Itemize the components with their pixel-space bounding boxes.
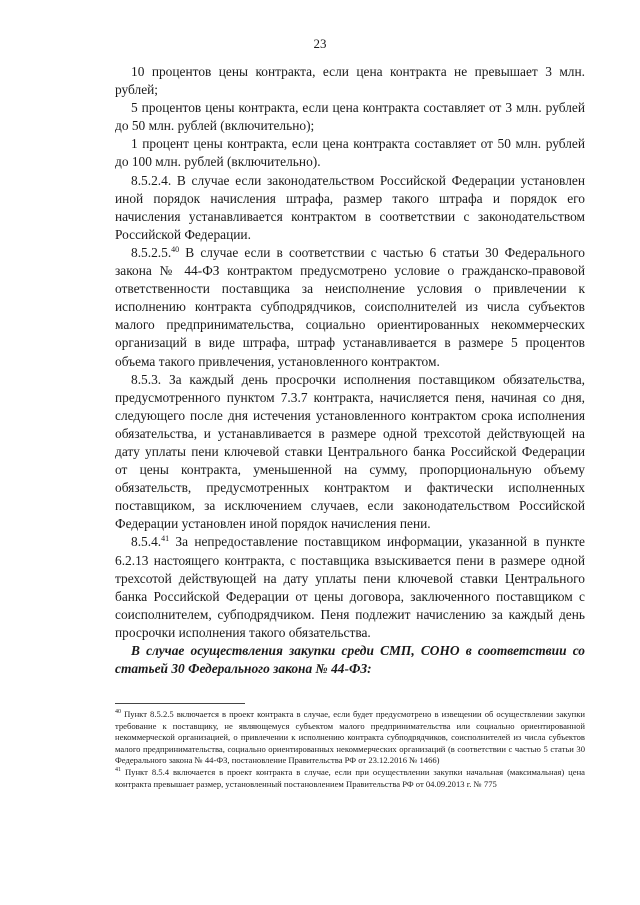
footnote-text: Пункт 8.5.2.5 включается в проект контракта в случае, если будет предусмотрено в извещении об осуществлении закупки требование к поставщику, не являющемуся субъектом малого предпринимательства или социально ориентированной некоммерческой организацией, о привлечении к исполнению контракта субподрядчиков, соисполнителей из числа субъектов малого предпринимательства, социально ориентированных некоммерческих организаций (в соответствии с частью 5 статьи 30 Федерального закона № 44-ФЗ, постановление Правительства РФ от 23.12.2016 № 1466): [115, 709, 585, 766]
paragraph-penalty-1-percent: 1 процент цены контракта, если цена контракта составляет от 50 млн. рублей до 100 млн. рублей (включительно).: [115, 136, 585, 170]
footnote-40: [115, 709, 585, 767]
clause-text: В случае если в соответствии с частью 6 статьи 30 Федерального закона № 44-ФЗ контрактом предусмотрено условие о гражданско-правовой ответственности поставщика за неисполнение условия о привлечении к исполнению контракта субподрядчиков, соисполнителей из числа субъектов малого предпринимательства, социально ориентированных некоммерческих организаций в виде штрафа, штраф устанавливается в размере 5 процентов объема такого привлечения, установленного контрактом.: [115, 244, 585, 369]
paragraph-8-5-3: 8.5.3. За каждый день просрочки исполнения поставщиком обязательства, предусмотренного пунктом 7.3.7 контракта, начисляется пеня, начиная со дня, следующего после дня истечения установленного контрактом срока исполнения обязательства, и устанавливается в размере одной трехсотой действующей на дату уплаты пени ключевой ставки Центрального банка Российской Федерации от цены контракта, уменьшенной на сумму, пропорциональную объему обязательств, предусмотренных контрактом и фактически исполненных поставщиком, за исключением случаев, если законодательством Российской Федерации установлен иной порядок начисления пени.: [115, 371, 585, 532]
paragraph-penalty-5-percent: 5 процентов цены контракта, если цена контракта составляет от 3 млн. рублей до 50 млн. рублей (включительно);: [115, 100, 585, 134]
footnote-divider: [115, 703, 245, 704]
page-number: 23: [313, 36, 327, 51]
paragraph-8-5-2-4: 8.5.2.4. В случае если законодательством Российской Федерации установлен иной порядок начисления штрафа, размер такого штрафа и порядок его начисления устанавливается контрактом в соответствии с законодательством Российской Федерации.: [115, 172, 585, 242]
footnote-ref-41[interactable]: 41: [161, 534, 170, 544]
section-heading-smp-sono: В случае осуществления закупки среди СМП, СОНО в соответствии со статьей 30 Федерального закона № 44-ФЗ:: [115, 643, 585, 677]
paragraph-8-5-2-5: [115, 244, 585, 371]
paragraph-8-5-4: [115, 533, 585, 642]
clause-text: За непредоставление поставщиком информации, указанной в пункте 6.2.13 настоящего контракта, с поставщика взыскивается пени в размере одной трехсотой действующей на дату уплаты пени ключевой ставки Центрального банка Российской Федерации от цены договора, заключенного поставщиком с соисполнителем, субподрядчиком. Пеня подлежит начислению за каждый день просрочки исполнения такого обязательства.: [115, 534, 585, 640]
footnote-mark: 41: [115, 766, 121, 773]
footnote-mark: 40: [115, 709, 121, 715]
clause-number: 8.5.2.5.: [131, 244, 172, 260]
clause-number: 8.5.4.: [131, 534, 162, 550]
footnote-text: Пункт 8.5.4 включается в проект контракта в случае, если при осуществлении закупки начальная (максимальная) цена контракта превышает размер, установленный постановлением Правительства РФ от 04.09.2013 г. № 775: [115, 766, 585, 789]
document-body: [115, 63, 585, 678]
paragraph-penalty-10-percent: 10 процентов цены контракта, если цена контракта не превышает 3 млн. рублей;: [115, 64, 585, 98]
footnotes: [115, 709, 585, 790]
footnote-41: [115, 767, 585, 790]
footnote-ref-40[interactable]: 40: [171, 244, 180, 254]
